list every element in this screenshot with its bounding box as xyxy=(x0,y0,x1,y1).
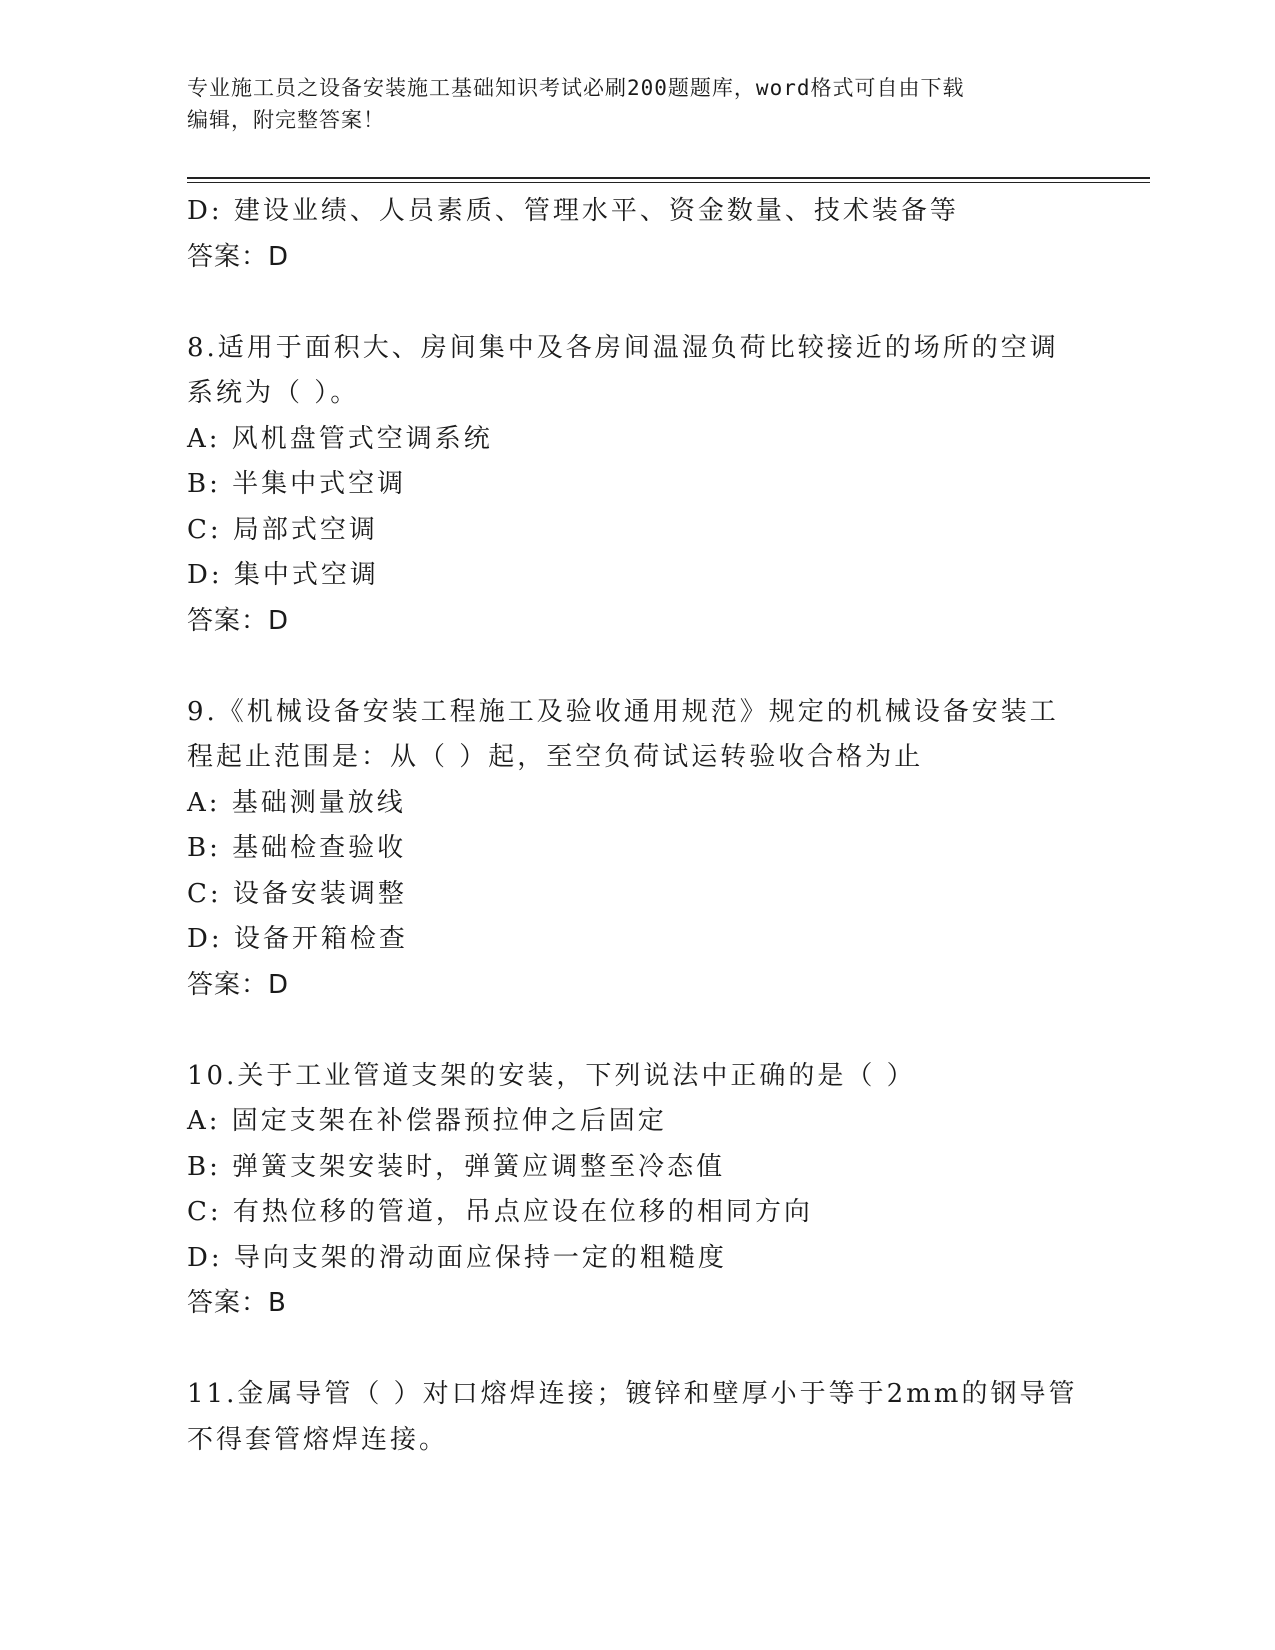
option-b: B: 基础检查验收 xyxy=(187,833,407,863)
prev-option-d: D: 建设业绩、人员素质、管理水平、资金数量、技术装备等 xyxy=(187,196,959,226)
answer: 答案：D xyxy=(187,605,290,636)
option-d: D: 设备开箱检查 xyxy=(187,924,408,954)
question-stem: 10.关于工业管道支架的安装，下列说法中正确的是（ ） xyxy=(187,1060,916,1091)
option-a: A: 固定支架在补偿器预拉伸之后固定 xyxy=(187,1106,667,1136)
question-stem: 不得套管熔焊连接。 xyxy=(187,1424,449,1455)
question-9 xyxy=(187,690,1087,1009)
option-a: A: 基础测量放线 xyxy=(187,787,406,818)
question-list xyxy=(187,189,1087,1463)
question-stem: 程起止范围是：从（ ）起，至空负荷试运转验收合格为止 xyxy=(187,742,924,772)
option-c: C: 局部式空调 xyxy=(187,514,378,545)
header-line-2: 编辑，附完整答案！ xyxy=(187,108,385,132)
question-10 xyxy=(187,1054,1087,1327)
option-b: B: 半集中式空调 xyxy=(187,469,407,499)
question-8 xyxy=(187,326,1087,645)
question-stem: 11.金属导管（ ）对口熔焊连接；镀锌和壁厚小于等于2mm的钢导管 xyxy=(187,1379,1078,1409)
question-11 xyxy=(187,1372,1087,1463)
header-divider-thick xyxy=(187,177,1150,179)
prev-answer: 答案：D xyxy=(187,241,290,272)
answer: 答案：B xyxy=(187,1288,287,1318)
option-b: B: 弹簧支架安装时，弹簧应调整至冷态值 xyxy=(187,1151,726,1182)
question-stem: 系统为（ ）。 xyxy=(187,378,360,408)
option-c: C: 有热位移的管道，吊点应设在位移的相同方向 xyxy=(187,1197,813,1227)
option-c: C: 设备安装调整 xyxy=(187,878,407,909)
header-divider-thin xyxy=(187,182,1150,183)
question-stem: 8.适用于面积大、房间集中及各房间温湿负荷比较接近的场所的空调 xyxy=(187,332,1059,363)
option-d: D: 集中式空调 xyxy=(187,560,379,590)
option-d: D: 导向支架的滑动面应保持一定的粗糙度 xyxy=(187,1242,727,1273)
header-line-1: 专业施工员之设备安装施工基础知识考试必刷200题题库，word格式可自由下载 xyxy=(187,76,965,100)
document-header xyxy=(187,72,1087,136)
answer: 答案：D xyxy=(187,969,290,1000)
question-stem: 9.《机械设备安装工程施工及验收通用规范》规定的机械设备安装工 xyxy=(187,696,1059,727)
option-a: A: 风机盘管式空调系统 xyxy=(187,423,493,454)
